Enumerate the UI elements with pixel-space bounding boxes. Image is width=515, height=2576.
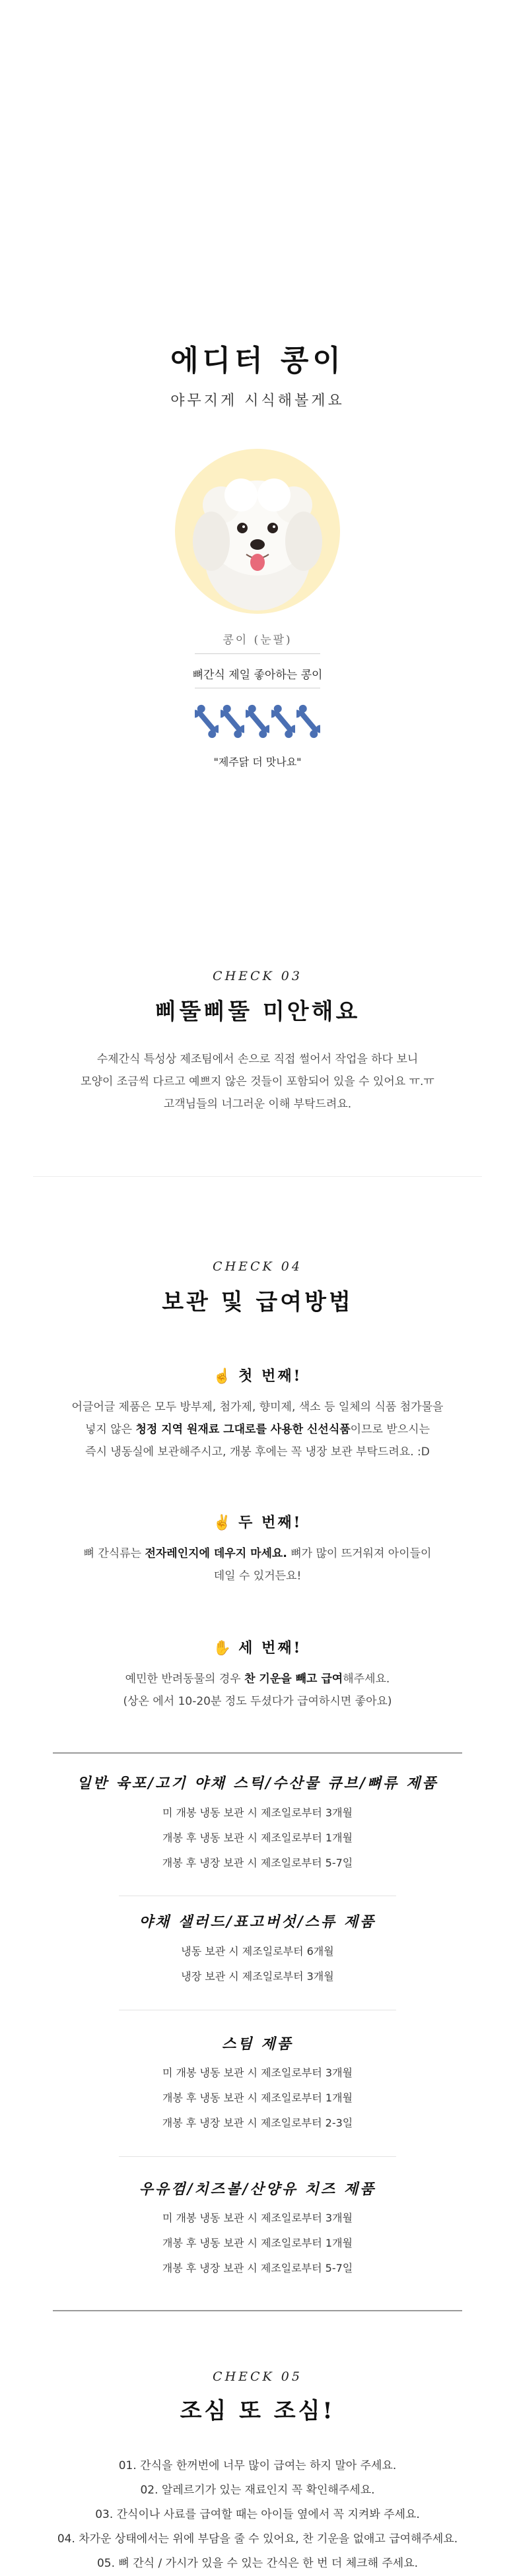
editor-avatar [175,449,340,614]
text-normal: 넣지 않은 [85,1423,136,1436]
bone-icon [246,703,269,740]
point-line [0,1418,515,1441]
editor-favorite: 뼈간식 제일 좋아하는 콩이 [192,669,323,682]
check05-label: CHECK 05 [213,2369,302,2384]
check03-text [0,1048,515,1115]
storage-heading: 일반 육포/고기 야채 스틱/수산물 큐브/뼈류 제품 [77,1775,438,1792]
hand-three-icon: ✋ [213,1640,234,1657]
bone-rating [195,703,320,740]
caution-item: 03. 간식이나 사료를 급여할 때는 아이들 옆에서 꼭 지켜봐 주세요. [95,2508,420,2521]
storage-box-top-rule [53,1752,462,1754]
text-normal: 해주세요. [343,1672,390,1686]
storage-lines [0,1800,515,1876]
editor-subtitle: 야무지게 시식해볼게요 [170,393,345,409]
point-line: 즉시 냉동실에 보관해주시고, 개봉 후에는 꼭 냉장 보관 부탁드려요. :D [85,1445,430,1459]
check04-label: CHECK 04 [213,1259,302,1274]
bone-icon [221,703,244,740]
point-line: 데일 수 있거든요! [213,1569,302,1583]
point-line [0,1668,515,1690]
storage-lines [0,2061,515,2136]
bone-icon [296,703,320,740]
point-first-label: 첫 번째! [238,1368,302,1385]
text-normal: 예민한 반려동물의 경우 [125,1672,245,1686]
point-third-text [0,1668,515,1713]
name-divider [195,653,320,654]
point-second-label: 두 번째! [238,1514,302,1531]
point-first-text [0,1396,515,1463]
text-normal: 뼈 간식류는 [83,1547,145,1560]
point-second-text [0,1542,515,1587]
text-normal: 이므로 받으시는 [350,1423,430,1436]
storage-line: 개봉 후 냉장 보관 시 제조일로부터 5-7일 [162,1857,353,1869]
storage-box-bottom-rule [53,2310,462,2311]
dog-photo [175,449,340,614]
point-line: (상온 에서 10-20분 정도 두셨다가 급여하시면 좋아요) [123,1695,392,1708]
storage-line: 미 개봉 냉동 보관 시 제조일로부터 3개월 [162,2066,353,2079]
storage-heading: 스팀 제품 [222,2035,293,2053]
storage-lines [0,2206,515,2281]
bone-icon [195,703,219,740]
storage-line: 미 개봉 냉동 보관 시 제조일로부터 3개월 [162,1806,353,1819]
check03-line: 모양이 조금씩 다르고 예쁘지 않은 것들이 포함되어 있을 수 있어요 ㅠ.ㅠ [81,1075,434,1088]
text-normal: 뼈가 많이 뜨거워져 아이들이 [287,1547,432,1560]
storage-lines [0,1939,515,1989]
check03-line: 고객님들의 너그러운 이해 부탁드려요. [163,1098,352,1111]
text-emphasis: 찬 기운을 빼고 급여 [244,1672,343,1686]
storage-line: 냉동 보관 시 제조일로부터 6개월 [181,1945,334,1958]
point-third-label: 세 번째! [238,1639,302,1657]
hand-one-icon: ☝ [213,1368,234,1385]
caution-item: 04. 차가운 상태에서는 위에 부담을 줄 수 있어요, 찬 기운을 없애고 급여해주세요. [57,2532,458,2546]
point-third-heading [0,1637,515,1657]
storage-line: 개봉 후 냉동 보관 시 제조일로부터 1개월 [162,2092,353,2104]
text-emphasis: 전자레인지에 데우지 마세요. [145,1547,287,1560]
storage-divider [119,2156,396,2157]
check03-label: CHECK 03 [213,969,302,983]
check03-title: 삐뚤삐뚤 미안해요 [154,999,360,1025]
storage-heading: 우유껌/치즈볼/산양유 치즈 제품 [139,2181,376,2198]
text-emphasis: 청정 지역 원재료 그대로를 사용한 신선식품 [135,1423,351,1436]
point-first-heading [0,1365,515,1385]
check05-title: 조심 또 조심! [180,2398,335,2424]
point-line: 어글어글 제품은 모두 방부제, 첨가제, 향미제, 색소 등 일체의 식품 첨가물을 [71,1401,444,1414]
storage-line: 개봉 후 냉동 보관 시 제조일로부터 1개월 [162,1832,353,1844]
storage-line: 미 개봉 냉동 보관 시 제조일로부터 3개월 [162,2212,353,2224]
check03-line: 수제간식 특성상 제조팀에서 손으로 직접 썰어서 작업을 하다 보니 [96,1053,419,1066]
editor-quote: "제주닭 더 맛나요" [213,756,302,768]
editor-name: 콩이 (눈팔) [223,634,292,647]
storage-heading: 야채 샐러드/표고버섯/스튜 제품 [139,1913,376,1931]
caution-item: 02. 알레르기가 있는 재료인지 꼭 확인해주세요. [140,2484,375,2497]
caution-item: 05. 뼈 간식 / 가시가 있을 수 있는 간식은 한 번 더 체크해 주세요. [96,2557,419,2570]
bone-icon [271,703,295,740]
caution-list [0,2454,515,2576]
check04-title: 보관 및 급여방법 [162,1289,353,1315]
storage-line: 개봉 후 냉동 보관 시 제조일로부터 1개월 [162,2237,353,2249]
storage-line: 냉장 보관 시 제조일로부터 3개월 [181,1970,334,1983]
storage-line: 개봉 후 냉장 보관 시 제조일로부터 5-7일 [162,2262,353,2274]
point-line [0,1542,515,1565]
hand-two-icon: ✌ [213,1515,234,1531]
point-second-heading [0,1511,515,1532]
caution-item: 01. 간식을 한꺼번에 너무 많이 급여는 하지 말아 주세요. [118,2459,397,2472]
section-divider [33,1176,482,1177]
editor-title: 에디터 콩이 [170,344,345,378]
storage-line: 개봉 후 냉장 보관 시 제조일로부터 2-3일 [162,2117,353,2129]
